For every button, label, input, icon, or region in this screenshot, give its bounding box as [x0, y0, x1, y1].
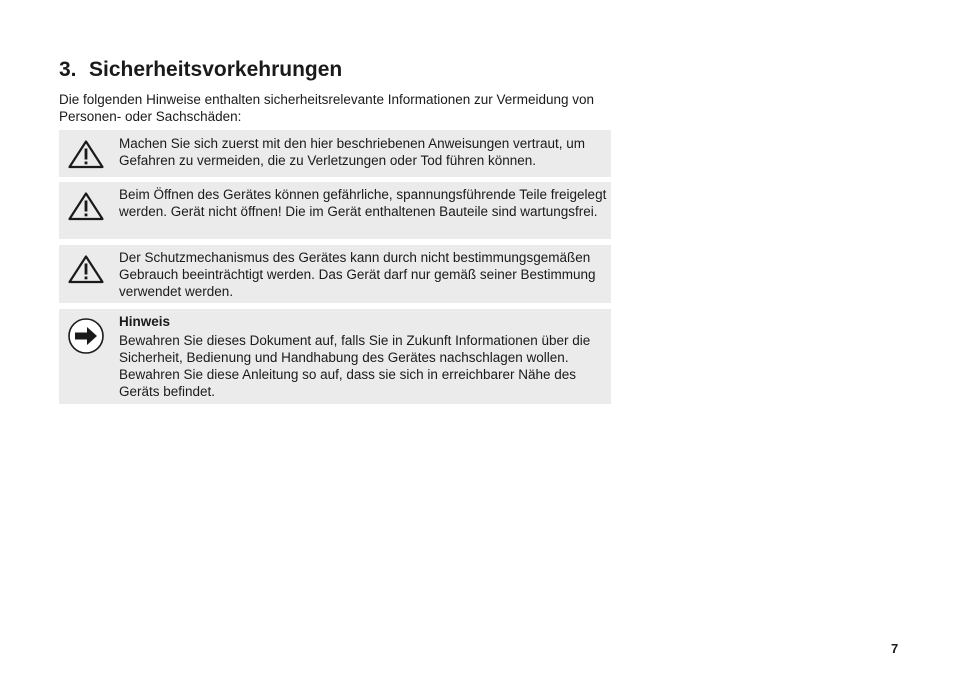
- intro-paragraph: Die folgenden Hinweise enthalten sicherheitsrelevante Informationen zur Vermeidung von Personen- oder Sachschäden:: [59, 92, 595, 124]
- note-content: [119, 313, 609, 400]
- warning-text: Der Schutzmechanismus des Gerätes kann durch nicht bestimmungsgemäßen Gebrauch beeinträchtigt werden. Das Gerät darf nur gemäß seiner Bestimmung verwendet werden.: [119, 250, 596, 299]
- warning-triangle-icon: [67, 191, 105, 226]
- arrow-right-circle-icon: [67, 317, 105, 360]
- warning-text: Beim Öffnen des Gerätes können gefährliche, spannungsführende Teile freigelegt werden. Gerät nicht öffnen! Die im Gerät enthaltenen Bauteile sind wartungsfrei.: [119, 187, 607, 219]
- section-number: 3.: [59, 58, 77, 81]
- note-heading: Hinweis: [119, 314, 171, 329]
- note-text: Bewahren Sie dieses Dokument auf, falls Sie in Zukunft Informationen über die Sicherheit, Bedienung und Handhabung des Gerätes nachschlagen wollen. Bewahren Sie diese Anleitung so auf, dass sie sich in erreichbarer Nähe des Geräts befindet.: [119, 333, 591, 399]
- section-title: Sicherheitsvorkehrungen: [89, 58, 343, 81]
- note-box: [59, 309, 611, 404]
- page-number: 7: [891, 641, 899, 656]
- warning-box: [59, 245, 611, 303]
- warning-triangle-icon: [67, 254, 105, 289]
- page-title: [59, 58, 342, 82]
- warning-box: [59, 182, 611, 239]
- warning-triangle-icon: [67, 139, 105, 174]
- warning-box: [59, 130, 611, 177]
- warning-text: Machen Sie sich zuerst mit den hier beschriebenen Anweisungen vertraut, um Gefahren zu vermeiden, die zu Verletzungen oder Tod führen können.: [119, 136, 586, 168]
